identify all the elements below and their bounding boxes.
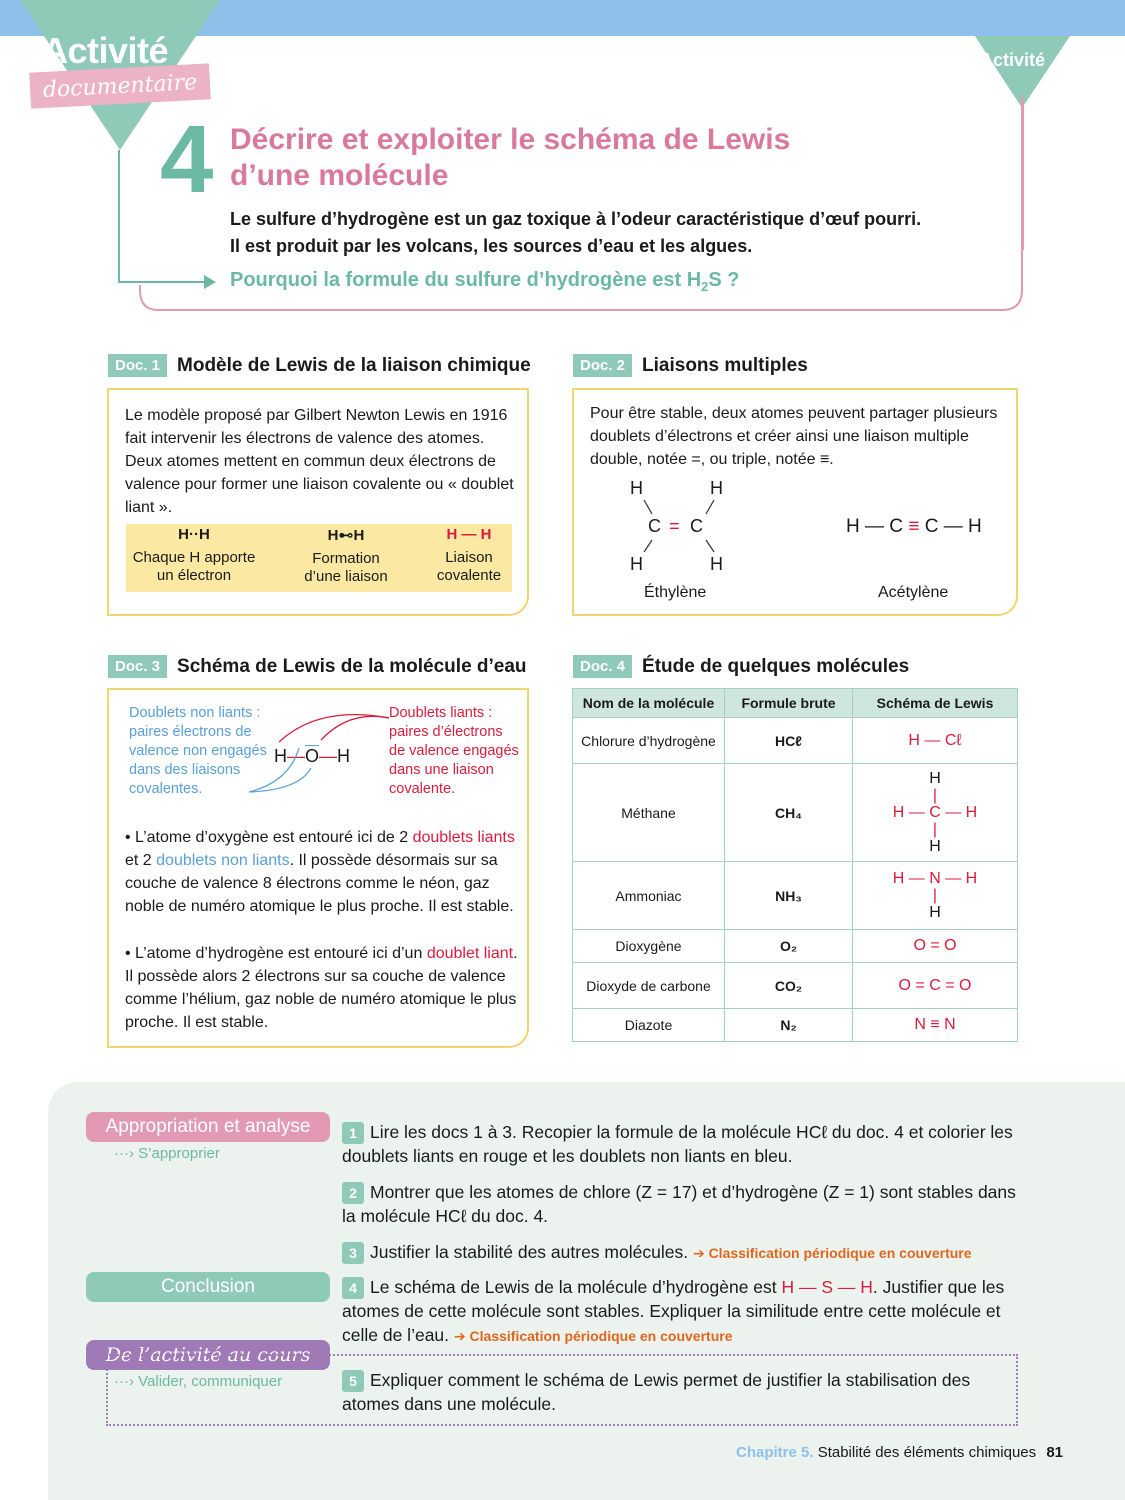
doc3-title: Schéma de Lewis de la molécule d’eau [177,655,527,677]
question-2: 2 Montrer que les atomes de chlore (Z = 17) et d’hydrogène (Z = 1) sont stables dans la molécule HCℓ du doc. 4. [342,1182,1016,1226]
doc2-header [573,354,808,377]
table-header-row: Nom de la molécule Formule brute Schéma de Lewis [573,689,1018,718]
section-appropriation: Appropriation et analyse [86,1112,330,1142]
page-title: Décrire et exploiter le schéma de Lewis d’une molécule [230,123,791,192]
activity-label: Activité [42,30,169,71]
table-row: Méthane CH₄ H | H — C — H | H [573,764,1018,862]
doc2-text: Pour être stable, deux atomes peuvent partager plusieurs doublets d’électrons et créer ainsi une liaison multiple double, notée =, ou triple, notée ≡. [590,405,998,468]
doc2-box [572,388,1018,616]
table-row: Dioxyde de carbone CO₂ O = C = O [573,963,1018,1009]
doc2-tag: Doc. 2 [573,354,632,377]
connector-arrow [118,281,208,283]
doc1-box [107,388,529,616]
question-5: 5 Expliquer comment le schéma de Lewis permet de justifier la stabilisation des atomes dans une molécule. [342,1370,971,1414]
molecules-table [572,688,1018,1042]
right-activity-label: Activité [980,50,1046,70]
doc1-title: Modèle de Lewis de la liaison chimique [177,354,531,376]
doc1-table: H··H Chaque H apporte un électron H⊷H Formation d’une liaison H — H Liaison covalente [126,524,512,592]
table-row: Chlorure d’hydrogène HCℓ H — Cℓ [573,718,1018,764]
ethylene-label: Éthylène [644,584,707,601]
section-appropriation-sub: ···› S’approprier [114,1145,220,1162]
doc3-paragraph1: • L’atome d’oxygène est entouré ici de 2 doublets liants et 2 doublets non liants. Il possède désormais sur sa couche de valence 8 électrons comme le néon, gaz noble de numéro atomique le plus proche. Il est stable. [125,829,515,915]
doc3-header [108,655,527,678]
activity-number: 4 [160,106,214,213]
question-3: 3 Justifier la stabilité des autres molécules. ➔ Classification périodique en couverture [342,1240,1022,1265]
doc3-tag: Doc. 3 [108,655,167,678]
doc4-header [573,655,909,678]
arrow-head-icon [204,275,216,289]
bonding-label: Doublets liants : paires d’électrons de valence engagés dans une liaison covalente. [389,705,519,797]
doc4-tag: Doc. 4 [573,655,632,678]
doc1-tag: Doc. 1 [108,354,167,377]
documentaire-ribbon: documentaire [29,63,211,108]
non-bonding-label: Doublets non liants : paires électrons de valence non engagés dans des liaisons covalentes. [129,705,267,797]
section-conclusion: Conclusion [86,1272,330,1302]
question-4: 4 Le schéma de Lewis de la molécule d’hydrogène est H — S — H. Justifier que les atomes de cette molécule sont stables. Expliquer la similitude entre cette molécule et celle de l’eau. ➔ Classification périodique en couverture [342,1277,1005,1345]
table-row: Dioxygène O₂ O = O [573,930,1018,963]
section-cours: De l’activité au cours [86,1340,330,1370]
doc3-box [107,688,529,1048]
doc3-paragraph2: • L’atome d’hydrogène est entouré ici d’un doublet liant. Il possède alors 2 électrons sur sa couche de valence comme l’hélium, gaz noble de numéro atomique le plus proche. Il est stable. [125,945,518,1031]
doc1-text: Le modèle proposé par Gilbert Newton Lewis en 1916 fait intervenir les électrons de valence des atomes. Deux atomes mettent en commun deux électrons de valence pour former une liaison covalente ou « doublet liant ». [125,407,514,516]
connector-line [118,150,120,283]
table-row: Diazote N₂ N ≡ N [573,1009,1018,1042]
acetylene-structure: H — C ≡ C — H [846,516,982,537]
question-1: 1 Lire les docs 1 à 3. Recopier la formule de la molécule HCℓ du doc. 4 et colorier les doublets liants en rouge et les doublets non liants en bleu. [342,1122,1013,1166]
section-cours-sub: ···› Valider, communiquer [114,1373,283,1390]
doc1-header [108,354,531,377]
doc2-title: Liaisons multiples [642,354,808,376]
main-question: Pourquoi la formule du sulfure d’hydrogène est $H_2S$ ? [230,269,740,294]
table-row: Ammoniac NH₃ H — N — H | H [573,862,1018,930]
page-footer: Chapitre 5. Stabilité des éléments chimiques 81 [735,1444,1063,1461]
arrows-icon [239,710,399,800]
acetylene-label: Acétylène [878,584,949,601]
doc4-title: Étude de quelques molécules [642,655,910,677]
ethylene-structure: H H C C = H H [630,478,723,574]
water-lewis: $H—\overline{O}—H$ [274,746,351,766]
intro-text: Le sulfure d’hydrogène est un gaz toxique à l’odeur caractéristique d’œuf pourri. Il est produit par les volcans, les sources d’eau et les algues. [230,209,922,256]
